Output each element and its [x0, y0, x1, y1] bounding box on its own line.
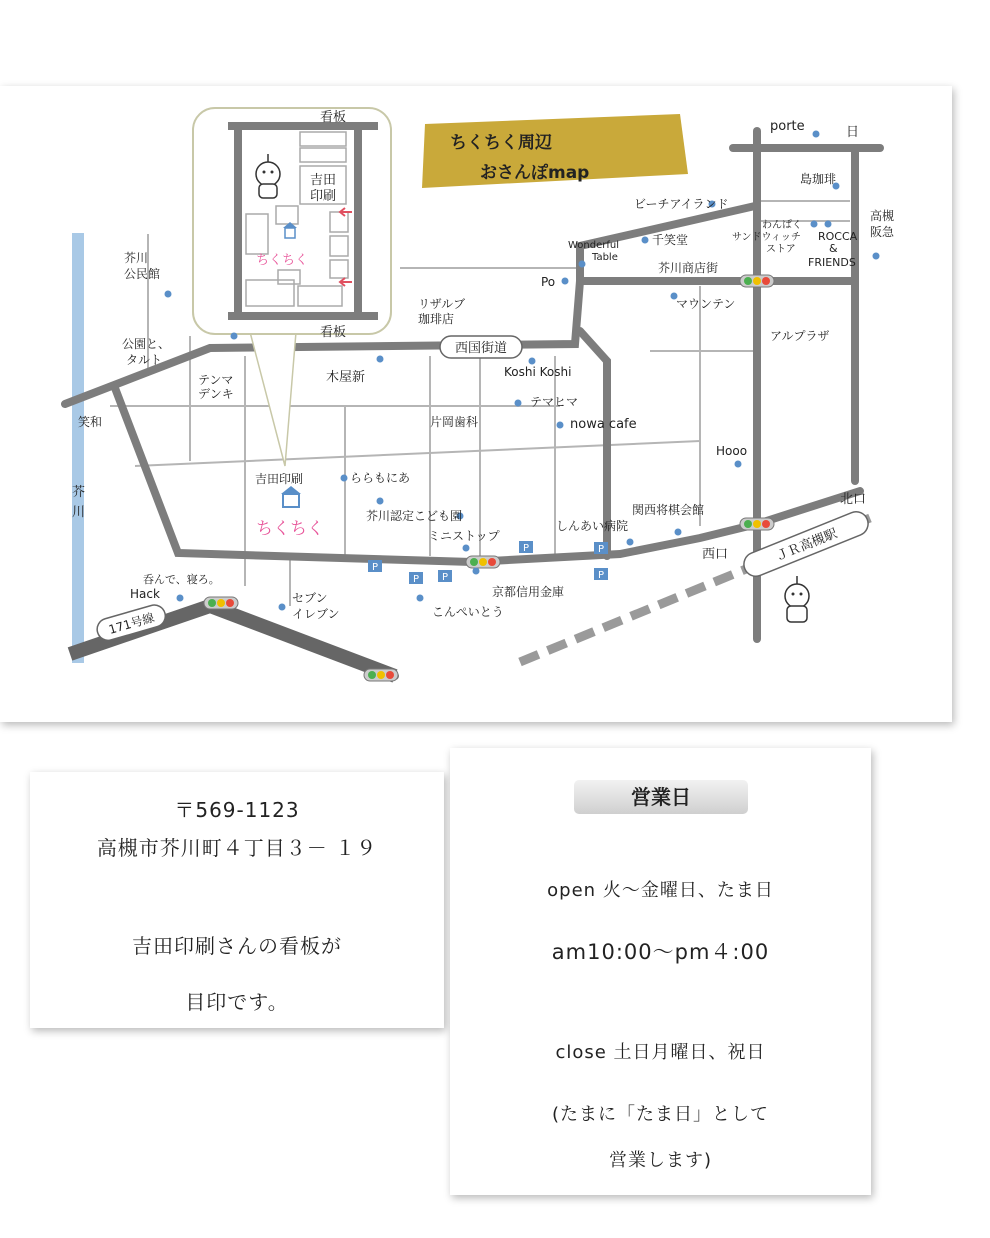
label-nowa-cafe: nowa cafe [570, 417, 637, 432]
label-rocca-3: FRIENDS [808, 256, 856, 269]
label-porte: porte [770, 119, 805, 134]
hours-note-line2: 営業します) [608, 1150, 713, 1171]
area-map [0, 86, 952, 722]
label-yoshida-print: 吉田印刷 [255, 472, 304, 486]
svg-text:西国街道: 西国街道 [454, 341, 508, 356]
hours-card [450, 748, 871, 1195]
label-akutagawa-shotengai: 芥川商店街 [658, 261, 719, 275]
label-chikuchiku: ちくちく [256, 519, 324, 539]
svg-text:ＪＲ高槻駅: ＪＲ高槻駅 [773, 526, 840, 565]
map-title [422, 114, 688, 188]
label-shima-coffee: 島珈琲 [800, 172, 837, 186]
label-park-tart-1: 公園と、 [122, 337, 171, 351]
label-raramoaa: ららもにあ [350, 471, 411, 485]
label-kominkan-1: 芥川 [124, 251, 149, 265]
label-park-tart-2: タルト [126, 353, 163, 367]
street-address: 高槻市芥川町４丁目３－ １９ [96, 836, 378, 860]
label-wonderful-2: Table [592, 252, 618, 263]
label-seven-1: セブン [292, 591, 328, 605]
svg-text:看板: 看板 [319, 110, 347, 125]
main-roads [65, 131, 880, 676]
label-rocca-2: & [829, 242, 838, 255]
chikuchiku-shop-marker [281, 486, 301, 507]
svg-text:ちくちく: ちくちく [255, 253, 309, 268]
label-wanpaku-3: ストア [766, 244, 796, 255]
label-reserve-2: 珈琲店 [418, 312, 455, 326]
road-saigoku-label [440, 336, 522, 358]
label-kitaguchi: 北口 [840, 492, 867, 507]
svg-text:吉田: 吉田 [309, 173, 337, 188]
svg-text:おさんぽmap: おさんぽmap [480, 163, 590, 183]
label-kiyashin: 木屋新 [326, 370, 366, 385]
label-reserve-1: リザルブ [418, 297, 466, 311]
label-tenma-2: デンキ [198, 387, 234, 401]
label-hooo: Hooo [716, 444, 748, 458]
landmark-note-line2: 目印です。 [185, 990, 289, 1014]
label-kataoka-dental: 片岡歯科 [430, 415, 479, 429]
label-mountain: マウンテン [676, 297, 736, 311]
station-mascot-icon [785, 576, 809, 622]
postal-code: 〒569-1123 [174, 798, 300, 822]
label-nonde-2: Hack [130, 587, 160, 601]
label-nishiguchi: 西口 [702, 547, 729, 562]
label-wanpaku-2: サンドウィッチ [732, 232, 801, 243]
label-takatsuki-2: 阪急 [870, 225, 895, 239]
label-seven-2: イレブン [292, 607, 340, 621]
label-tenma-1: テンマ [198, 373, 234, 387]
label-konpeito: こんぺいとう [432, 605, 504, 619]
label-hi: 日 [846, 125, 860, 140]
close-days: close 土日月曜日、祝日 [555, 1042, 766, 1063]
svg-text:P: P [597, 570, 605, 581]
label-ministop: ミニストップ [428, 529, 500, 543]
label-senjudo: 千笑堂 [652, 233, 689, 247]
svg-text:印刷: 印刷 [309, 189, 337, 204]
akutagawa-river [72, 233, 84, 663]
map-card [0, 86, 952, 722]
label-sanwa: 笑和 [78, 415, 103, 429]
label-kominkan-2: 公民館 [124, 267, 161, 281]
svg-text:P: P [371, 562, 379, 573]
landmark-note-line1: 吉田印刷さんの看板が [132, 934, 342, 958]
label-kyoto-shinkin: 京都信用金庫 [492, 585, 565, 599]
svg-text:171号線: 171号線 [107, 610, 156, 637]
label-shinai: しんあい病院 [556, 519, 629, 533]
open-days: open 火～金曜日、たま日 [547, 880, 774, 901]
label-takatsuki-1: 高槻 [870, 209, 895, 223]
label-nonde-1: 呑んで、寝ろ。 [143, 573, 220, 586]
svg-text:ちくちく周辺: ちくちく周辺 [450, 133, 552, 153]
svg-text:P: P [597, 544, 605, 555]
label-kodomoen: 芥川認定こども園 [366, 509, 463, 523]
label-wonderful-1: Wonderful [568, 240, 620, 251]
open-time: am10:00～pm４:00 [551, 940, 770, 964]
label-beach-island: ビーチアイランド [634, 197, 729, 211]
label-alpraza: アルプラザ [770, 329, 830, 343]
hours-note-line1: (たまに「たま日」として [551, 1104, 770, 1125]
label-rocca-1: ROCCA [818, 230, 858, 243]
label-river-2: 川 [72, 505, 86, 520]
label-koshi-koshi: Koshi Koshi [504, 365, 572, 379]
svg-text:P: P [412, 574, 420, 585]
label-po: Po [541, 275, 556, 289]
address-card [30, 772, 444, 1028]
label-kansai-shogi: 関西将棋会館 [632, 503, 705, 517]
hours-header: 営業日 [574, 780, 748, 814]
inset-map [193, 108, 391, 466]
svg-text:P: P [441, 572, 449, 583]
svg-text:看板: 看板 [319, 325, 347, 340]
svg-text:P: P [522, 543, 530, 554]
label-temahima: テマヒマ [530, 395, 579, 409]
label-river-1: 芥 [72, 485, 86, 500]
label-wanpaku-1: わんぱく [762, 220, 802, 231]
